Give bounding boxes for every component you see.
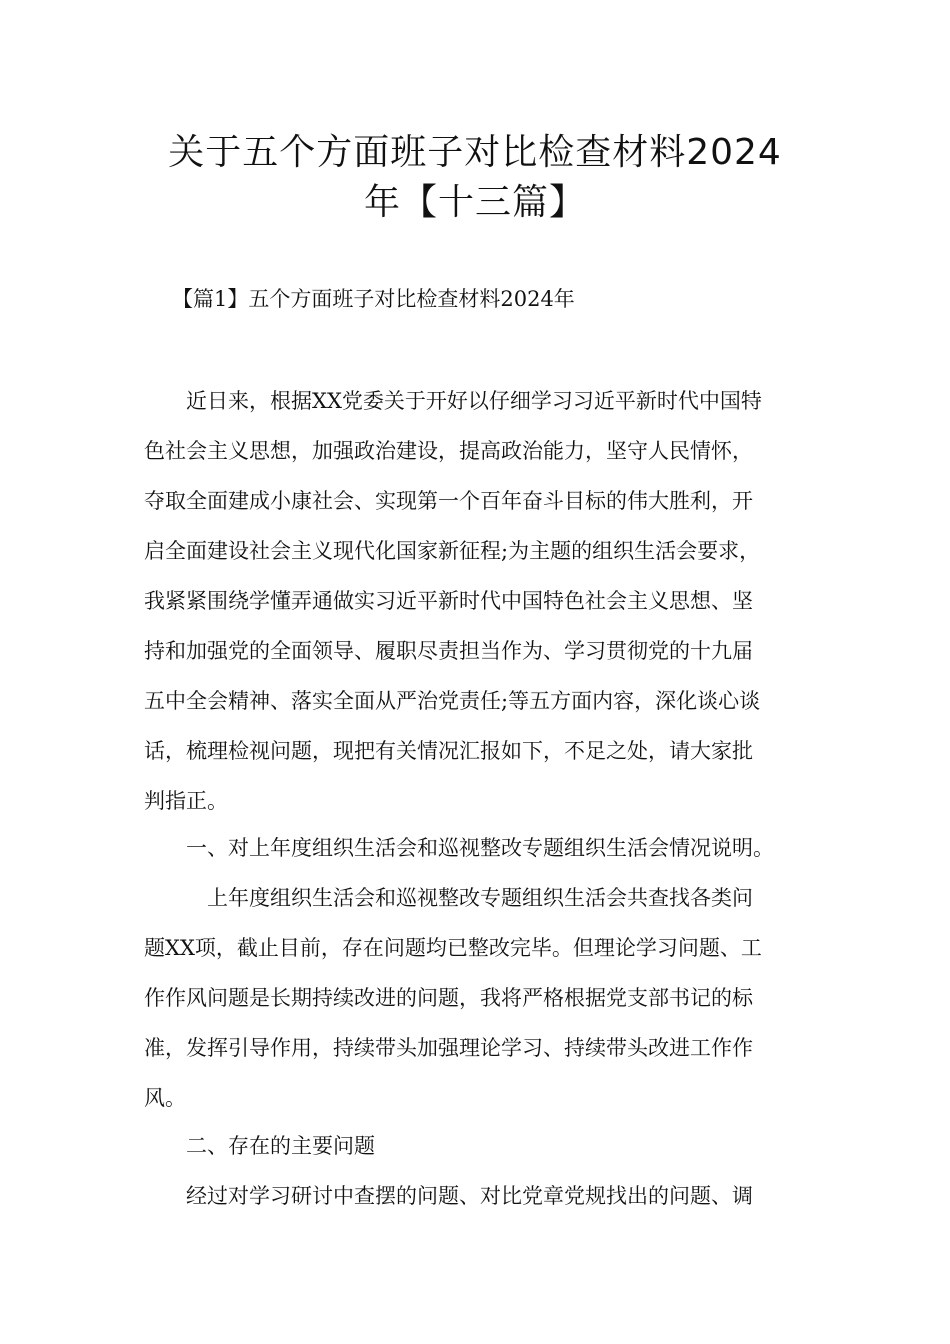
document-title xyxy=(120,128,830,228)
paragraph-line: 色社会主义思想，加强政治建设，提高政治能力，坚守人民情怀， xyxy=(144,439,753,463)
paragraph-line: 准，发挥引导作用，持续带头加强理论学习、持续带头改进工作作 xyxy=(144,1036,753,1060)
paragraph-line: 经过对学习研讨中查摆的问题、对比党章党规找出的问题、调 xyxy=(144,1184,753,1208)
title-line-1: 关于五个方面班子对比检查材料2024 xyxy=(168,132,782,173)
paragraph-line: 题XX项，截止目前，存在问题均已整改完毕。但理论学习问题、工 xyxy=(144,936,762,960)
heading-line: 一、对上年度组织生活会和巡视整改专题组织生活会情况说明。 xyxy=(144,836,774,860)
paragraph-line: 近日来，根据XX党委关于开好以仔细学习习近平新时代中国特 xyxy=(144,389,762,413)
paragraph-line: 上年度组织生活会和巡视整改专题组织生活会共查找各类问 xyxy=(144,886,753,910)
paragraph-line: 作作风问题是长期持续改进的问题，我将严格根据党支部书记的标 xyxy=(144,986,753,1010)
heading-one xyxy=(144,833,808,883)
paragraph-problems xyxy=(144,1181,808,1231)
paragraph-line: 夺取全面建成小康社会、实现第一个百年奋斗目标的伟大胜利，开 xyxy=(144,489,753,513)
paragraph-line: 持和加强党的全面领导、履职尽责担当作为、学习贯彻党的十九届 xyxy=(144,639,753,663)
title-line-2: 年【十三篇】 xyxy=(363,182,586,223)
paragraph-line: 判指正。 xyxy=(144,789,228,813)
paragraph-line: 我紧紧围绕学懂弄通做实习近平新时代中国特色社会主义思想、坚 xyxy=(144,589,753,613)
paragraph-review xyxy=(144,883,808,1133)
section-heading: 【篇1】五个方面班子对比检查材料2024年 xyxy=(172,287,575,311)
heading-two xyxy=(144,1131,808,1181)
paragraph-intro xyxy=(144,386,808,836)
heading-line: 二、存在的主要问题 xyxy=(144,1134,375,1158)
paragraph-line: 话，梳理检视问题，现把有关情况汇报如下，不足之处，请大家批 xyxy=(144,739,753,763)
paragraph-line: 五中全会精神、落实全面从严治党责任;等五方面内容，深化谈心谈 xyxy=(144,689,761,713)
paragraph-line: 启全面建设社会主义现代化国家新征程;为主题的组织生活会要求， xyxy=(144,539,761,563)
paragraph-line: 风。 xyxy=(144,1086,186,1110)
